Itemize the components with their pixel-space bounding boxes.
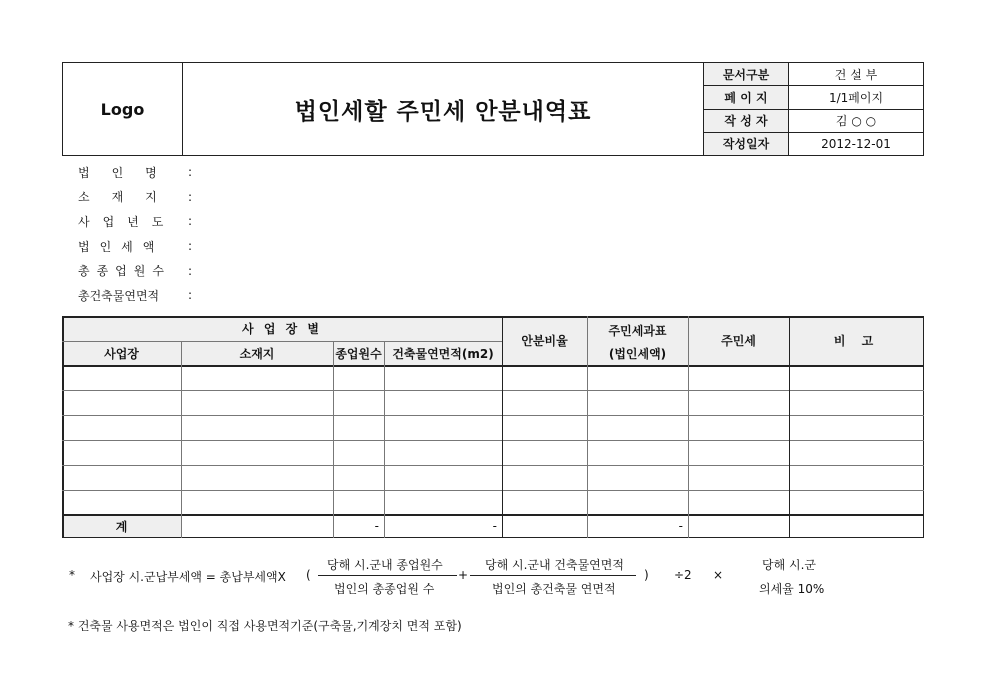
meta-value: 건 설 부 <box>834 67 878 82</box>
grid-line <box>62 316 64 538</box>
grid-line <box>502 316 503 538</box>
logo: Logo <box>63 63 183 155</box>
meta-value: 1/1페이지 <box>828 90 884 105</box>
meta-row-author <box>704 110 923 133</box>
info-colon: : <box>188 263 193 278</box>
rate-top: 당해 시.군 <box>762 558 816 572</box>
fraction2-numerator: 당해 시.군내 건축물연면적 <box>485 558 624 572</box>
info-label: 총종업원수 <box>78 264 171 279</box>
grid-line <box>62 390 924 391</box>
total-tax-base: - <box>678 519 683 533</box>
grid-line <box>587 316 588 538</box>
info-row <box>78 185 198 210</box>
info-row <box>78 209 198 234</box>
col-header-remarks: 비 고 <box>833 334 880 348</box>
meta-row-page <box>704 86 923 109</box>
formula-lhs: 사업장 시.군납부세액 = 총납부세액X <box>90 570 286 584</box>
document-header <box>62 62 924 156</box>
meta-row-doc-type <box>704 63 923 86</box>
col-header-resident-tax: 주민세 <box>721 334 756 348</box>
grid-line <box>62 514 924 516</box>
info-label: 법인세액 <box>78 239 165 254</box>
col-header-floor-area: 건축물연면적(m2) <box>392 346 494 361</box>
grid-line <box>62 365 924 367</box>
grid-line <box>62 415 924 416</box>
meta-key: 페 이 지 <box>704 86 789 108</box>
formula-plus: + <box>458 568 469 582</box>
total-label: 계 <box>115 519 128 534</box>
info-row <box>78 234 198 259</box>
grid-line <box>62 341 502 342</box>
grid-line <box>333 341 334 538</box>
page-title: 법인세할 주민세 안분내역표 <box>183 63 704 155</box>
allocation-table <box>62 316 924 538</box>
fraction1-denominator: 법인의 총종업원 수 <box>334 582 435 596</box>
grid-line <box>62 465 924 466</box>
meta-value: 김 ○ ○ <box>835 114 877 129</box>
meta-key: 작 성 자 <box>704 110 789 132</box>
info-label: 법인명 <box>78 165 179 180</box>
info-label: 사업년도 <box>78 214 177 229</box>
info-colon: : <box>188 288 193 303</box>
grid-line <box>62 490 924 491</box>
info-label: 소재지 <box>78 190 179 205</box>
col-header-location: 소재지 <box>239 346 275 361</box>
grid-line <box>789 316 790 538</box>
info-label: 총건축물연면적 <box>78 288 160 303</box>
fraction1-numerator: 당해 시.군내 종업원수 <box>327 558 443 572</box>
fraction2-denominator: 법인의 총건축물 연면적 <box>492 582 616 596</box>
info-colon: : <box>188 189 193 204</box>
info-row <box>78 258 198 283</box>
formula-times: × <box>713 568 724 582</box>
formula-open-paren: ( <box>306 568 311 582</box>
col-header-employees: 종업원수 <box>335 346 382 361</box>
info-row <box>78 283 198 308</box>
total-floor-area: - <box>492 519 497 533</box>
grid-line <box>384 341 385 538</box>
meta-key: 작성일자 <box>704 133 789 155</box>
meta-key: 문서구분 <box>704 63 789 85</box>
col-header-site: 사업장 <box>104 346 139 361</box>
group-header: 사 업 장 별 <box>242 322 322 336</box>
meta-row-date <box>704 133 923 155</box>
formula-div2: ÷2 <box>674 568 692 582</box>
info-row <box>78 160 198 185</box>
grid-line <box>62 316 924 318</box>
formula-star: * <box>69 568 75 582</box>
col-header-ratio: 안분비율 <box>521 334 568 348</box>
document-meta <box>704 63 923 155</box>
info-colon: : <box>188 239 193 254</box>
tax-formula <box>62 548 924 604</box>
grid-line <box>181 341 182 538</box>
col-header-tax-base-sub: (법인세액) <box>608 346 667 361</box>
info-colon: : <box>188 214 193 229</box>
info-colon: : <box>188 165 193 180</box>
footnote: * 건축물 사용면적은 법인이 직접 사용면적기준(구축물,기계장치 면적 포함) <box>68 619 462 633</box>
company-info <box>78 160 198 308</box>
col-header-tax-base: 주민세과표 <box>608 323 667 338</box>
grid-line <box>62 537 924 539</box>
total-employees: - <box>374 519 379 533</box>
grid-line <box>62 440 924 441</box>
rate-bottom: 의세율 10% <box>759 582 825 596</box>
formula-close-paren: ) <box>644 568 649 582</box>
grid-line <box>923 316 925 538</box>
grid-line <box>688 316 689 538</box>
meta-value: 2012-12-01 <box>821 136 891 151</box>
